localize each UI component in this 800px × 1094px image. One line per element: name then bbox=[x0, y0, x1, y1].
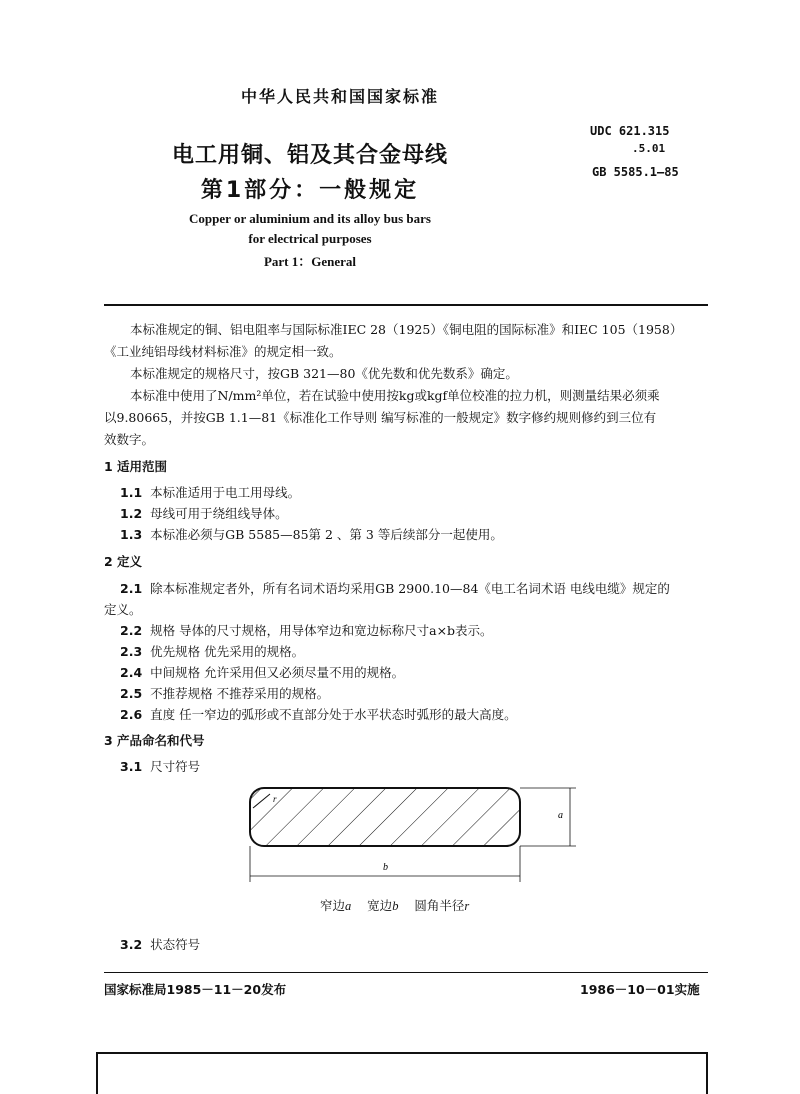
label-a: a bbox=[558, 810, 563, 821]
section3-heading: 3 产品命名和代号 bbox=[104, 733, 205, 748]
footer-divider bbox=[104, 972, 708, 973]
label-b: b bbox=[383, 862, 388, 873]
list-item: 2.3 优先规格 优先采用的规格。 bbox=[120, 644, 305, 659]
list-item: 2.2 规格 导体的尺寸规格，用导体窄边和宽边标称尺寸a×b表示。 bbox=[120, 623, 493, 638]
published-date: 国家标准局1985－11－20发布 bbox=[104, 982, 287, 997]
list-item: 1.3 本标准必须与GB 5585—85第 2 、第 3 等后续部分一起使用。 bbox=[120, 527, 503, 542]
title-cn-line2: 第1部分：一般规定 bbox=[200, 178, 420, 203]
busbar-section bbox=[250, 788, 520, 846]
next-page-frame bbox=[96, 1052, 708, 1094]
list-item: 2.1 除本标准规定者外，所有名词术语均采用GB 2900.10—84《电工名词术语 电线电缆》规定的 bbox=[120, 581, 670, 596]
section2-heading: 2 定义 bbox=[104, 554, 143, 569]
udc-suffix: .5.01 bbox=[632, 142, 666, 155]
title-en-line1: Copper or aluminium and its alloy bus bars bbox=[189, 211, 431, 226]
list-item: 1.2 母线可用于绕组线导体。 bbox=[120, 506, 288, 521]
header-divider bbox=[104, 304, 708, 306]
list-item: 2.4 中间规格 允许采用但又必须尽量不用的规格。 bbox=[120, 665, 405, 680]
list-item: 1.1 本标准适用于电工用母线。 bbox=[120, 485, 301, 500]
busbar-cross-section-figure bbox=[240, 778, 580, 888]
intro-p3-line3: 效数字。 bbox=[104, 432, 155, 447]
effective-date: 1986－10－01实施 bbox=[580, 982, 700, 997]
intro-p1-line2: 《工业纯铝母线材料标准》的规定相一致。 bbox=[104, 344, 342, 359]
list-item: 3.2 状态符号 bbox=[120, 937, 201, 952]
section1-heading: 1 适用范围 bbox=[104, 459, 168, 474]
title-en-line3: Part 1：General bbox=[263, 254, 357, 269]
intro-p2: 本标准规定的规格尺寸，按GB 321—80《优先数和优先数系》确定。 bbox=[130, 366, 518, 381]
title-cn-line1: 电工用铜、铝及其合金母线 bbox=[171, 143, 448, 168]
intro-p3-line2: 以9.80665，并按GB 1.1—81《标准化工作导则 编写标准的一般规定》数字修约规则修约到三位有 bbox=[104, 410, 657, 425]
gb-code: GB 5585.1—85 bbox=[592, 165, 679, 179]
figure-caption: 窄边a 宽边b 圆角半径r bbox=[320, 898, 470, 913]
intro-p3-line1: 本标准中使用了N/mm²单位，若在试验中使用按kg或kgf单位校准的拉力机，则测量结果必须乘 bbox=[130, 388, 660, 403]
list-item: 3.1 尺寸符号 bbox=[120, 759, 201, 774]
udc-label: UDC 621.315 bbox=[590, 124, 670, 138]
title-en-line2: for electrical purposes bbox=[248, 231, 372, 246]
label-r: r bbox=[273, 794, 277, 804]
list-item: 2.6 直度 任一窄边的弧形或不直部分处于水平状态时弧形的最大高度。 bbox=[120, 707, 517, 722]
issuer-heading: 中华人民共和国国家标准 bbox=[240, 87, 439, 106]
intro-p1-line1: 本标准规定的铜、铝电阻率与国际标准IEC 28（1925）《铜电阻的国际标准》和IEC 105（1958） bbox=[130, 322, 683, 337]
list-item: 2.5 不推荐规格 不推荐采用的规格。 bbox=[120, 686, 330, 701]
section2-item1-line2: 定义。 bbox=[104, 602, 142, 617]
